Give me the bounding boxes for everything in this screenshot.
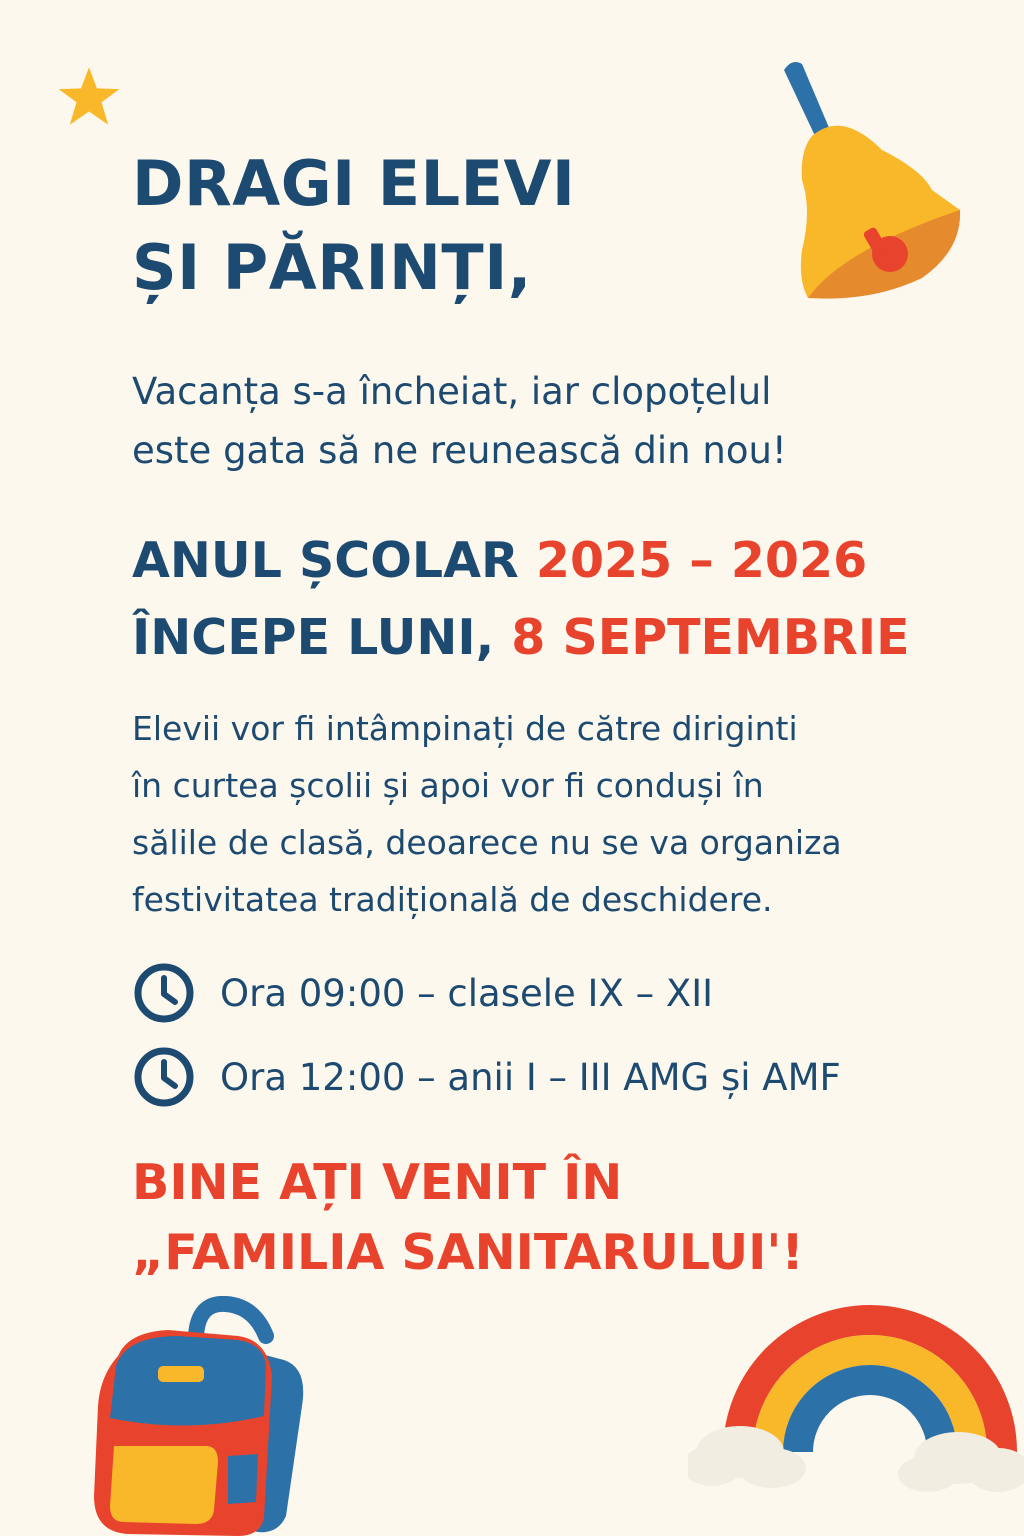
schedule-text: Ora 09:00 – clasele IX – XII: [220, 971, 714, 1015]
schedule-list: [132, 958, 841, 1126]
info-line: sălile de clasă, deoarece nu se va organiza: [132, 823, 842, 862]
bell-icon: [772, 50, 972, 310]
intro-line-2: este gata să ne reunească din nou!: [132, 429, 787, 472]
backpack-icon: [88, 1296, 320, 1536]
start-label: ÎNCEPE LUNI,: [132, 609, 512, 666]
school-year-label: ANUL ȘCOLAR: [132, 532, 536, 589]
page-title: [132, 142, 576, 310]
title-line-1: DRAGI ELEVI: [132, 147, 576, 220]
school-year-announcement: [132, 522, 910, 676]
welcome-message: [132, 1148, 804, 1288]
welcome-line-1: BINE AȚI VENIT ÎN: [132, 1154, 623, 1211]
schedule-item: [132, 958, 841, 1028]
intro-text: [132, 362, 787, 480]
intro-line-1: Vacanța s-a încheiat, iar clopoțelul: [132, 370, 772, 413]
schedule-text: Ora 12:00 – anii I – III AMG și AMF: [220, 1055, 841, 1099]
info-line: în curtea școlii și apoi vor fi conduși în: [132, 766, 764, 805]
info-paragraph: [132, 700, 992, 928]
info-line: Elevii vor fi intâmpinați de către diriginti: [132, 709, 798, 748]
welcome-line-2: „FAMILIA SANITARULUI'!: [132, 1224, 804, 1281]
start-date: 8 SEPTEMBRIE: [511, 609, 910, 666]
school-year-value: 2025 – 2026: [535, 532, 868, 589]
schedule-item: [132, 1042, 841, 1112]
star-icon: [56, 64, 122, 130]
clock-icon: [132, 1045, 196, 1109]
rainbow-icon: [688, 1282, 1024, 1536]
title-line-2: ȘI PĂRINȚI,: [132, 231, 532, 304]
clock-icon: [132, 961, 196, 1025]
info-line: festivitatea tradițională de deschidere.: [132, 880, 773, 919]
